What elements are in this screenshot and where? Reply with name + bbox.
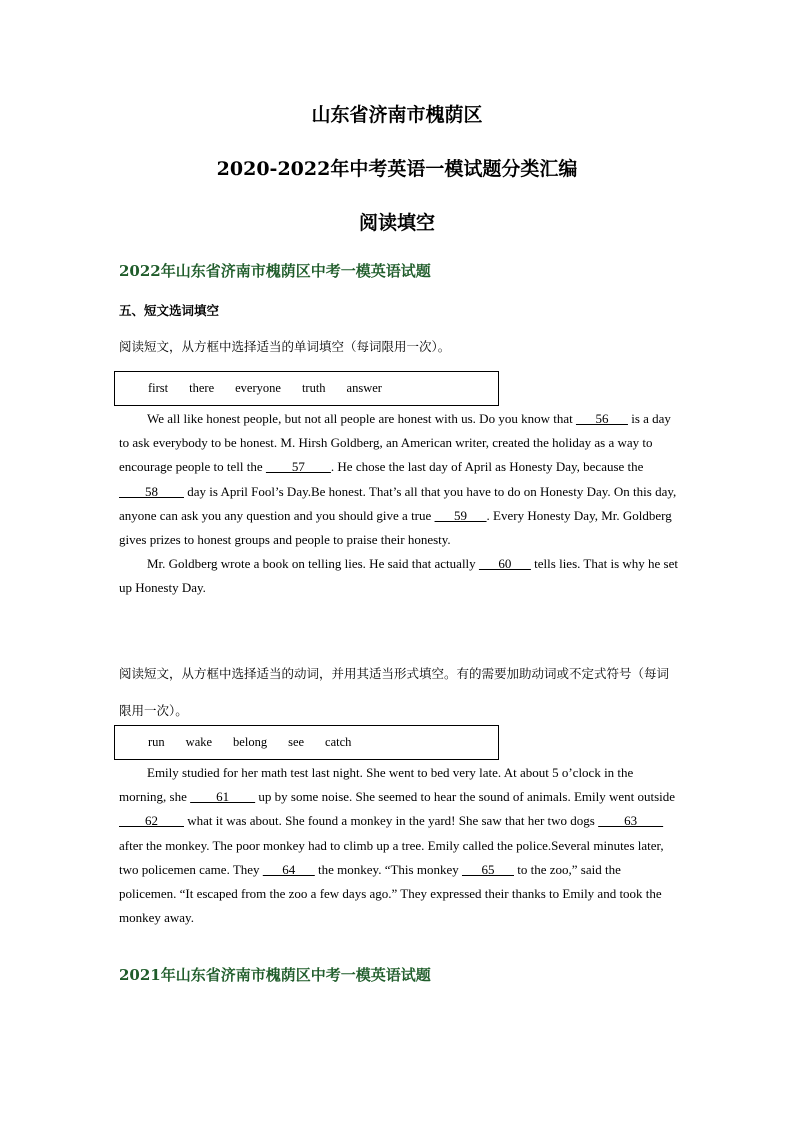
blank-58[interactable]: 58 xyxy=(119,483,184,499)
blank-56[interactable]: 56 xyxy=(575,411,628,426)
word-box-item: see xyxy=(288,735,305,749)
word-box-item: everyone xyxy=(235,381,281,395)
section-heading-2022: 2022年山东省济南市槐荫区中考一模英语试题 xyxy=(119,262,431,280)
word-box-item: catch xyxy=(325,735,352,749)
blank-62[interactable]: 62 xyxy=(119,813,184,829)
word-box-item: there xyxy=(189,381,215,395)
word-box-item: truth xyxy=(301,381,326,395)
blank-64[interactable]: 64 xyxy=(262,861,315,877)
blank-65[interactable]: 65 xyxy=(461,861,514,877)
instruction-1: 阅读短文，从方框中选择适当的单词填空（每词限用一次）。 xyxy=(119,339,451,354)
word-box-item: belong xyxy=(233,735,268,749)
blank-57[interactable]: 57 xyxy=(265,459,331,475)
document-title-line3: 阅读填空 xyxy=(358,212,435,234)
blank-63[interactable]: 63 xyxy=(598,813,664,829)
passage-2 xyxy=(119,761,679,930)
word-box-item: answer xyxy=(346,381,382,395)
part-five-heading: 五、短文选词填空 xyxy=(119,303,220,318)
word-box-2 xyxy=(114,725,499,760)
word-box-item: run xyxy=(148,735,165,749)
passage-1-paragraph-1: We all like honest people, but not all people are honest with us. Do you know that 56 is a day to ask everybody to be honest. M. Hirsh Goldberg, an American writer, created the holiday as a way to encourage people to tell the 57 . He chose the last day of April as Honesty Day, because the 58 day is April Fool’s Day.Be honest. That’s all that you have to do on Honesty Day. On this day, anyone can ask you any question and you should give a true 59 . Every Honesty Day, Mr. Goldberg gives prizes to honest groups and people to praise their honesty. xyxy=(119,411,677,548)
word-box-item: first xyxy=(148,381,169,395)
section-heading-2021: 2021年山东省济南市槐荫区中考一模英语试题 xyxy=(119,966,431,984)
blank-59[interactable]: 59 xyxy=(434,507,487,523)
blank-60[interactable]: 60 xyxy=(478,556,531,572)
word-box-1 xyxy=(114,371,499,406)
passage-1 xyxy=(119,407,679,601)
blank-61[interactable]: 61 xyxy=(190,789,256,805)
passage-2-paragraph: Emily studied for her math test last night. She went to bed very late. At about 5 o’clock in the morning, she 61 up by some noise. She seemed to hear the sound of animals. Emily went outside 62 what it was about. She found a monkey in the yard! She saw that her two dogs 63 after the monkey. The poor monkey had to climb up a tree. Emily called the police.Several minutes later, two policemen came. They 64 the monkey. “This monkey 65 to the zoo,” said the policemen. “It escaped from the zoo a few days ago.” They expressed their thanks to Emily and took the monkey away. xyxy=(119,765,676,926)
word-box-item: wake xyxy=(185,735,213,749)
passage-1-paragraph-2: Mr. Goldberg wrote a book on telling lies. He said that actually 60 tells lies. That is why he set up Honesty Day. xyxy=(119,556,678,596)
instruction-2: 阅读短文，从方框中选择适当的动词，并用其适当形式填空。有的需要加助动词或不定式符号（每词限用一次）。 xyxy=(119,666,670,718)
document-title-line2: 2020-2022年中考英语一模试题分类汇编 xyxy=(216,158,578,180)
document-title-line1: 山东省济南市槐荫区 xyxy=(311,104,483,126)
